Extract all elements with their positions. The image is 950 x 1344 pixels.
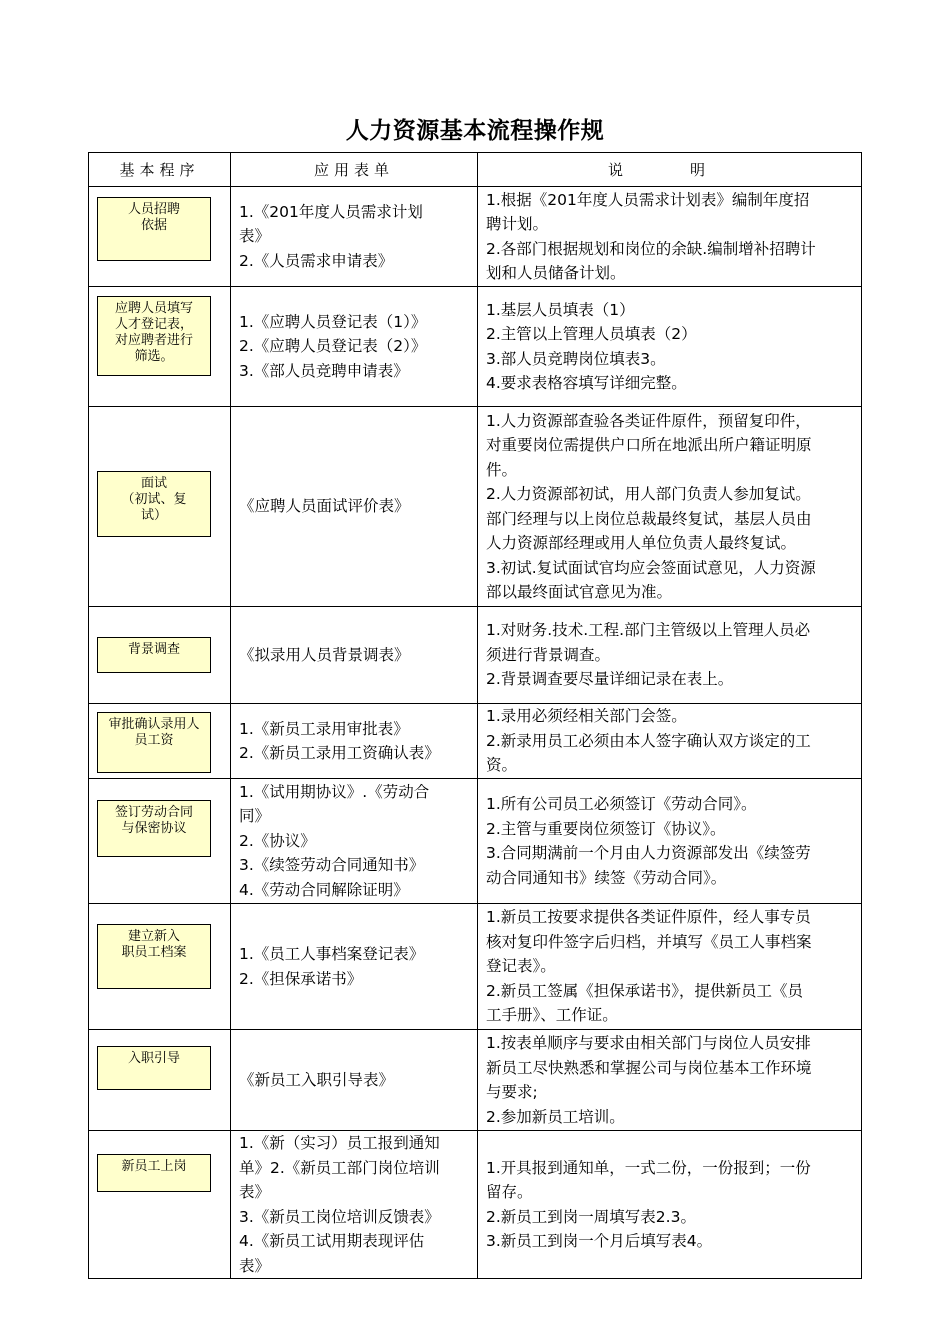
forms-cell [231,904,478,1030]
description-line: 须进行背景调查。 [486,645,611,664]
description-line: 2.新员工到岗一周填写表2.3。 [486,1207,696,1226]
description-line: 部门经理与以上岗位总裁最终复试，基层人员由 [486,509,812,528]
step-cell [89,187,231,287]
description-line: 资。 [486,756,518,775]
description-cell [478,904,862,1030]
step-box: 人员招聘 依据 [97,197,211,261]
description-line: 2.新录用员工必须由本人签字确认双方谈定的工 [486,731,811,750]
step-box: 面试 （初试、复 试） [97,471,211,537]
step-cell [89,287,231,407]
form-line: 单》2.《新员工部门岗位培训 [239,1158,440,1177]
step-box: 建立新入 职员工档案 [97,924,211,989]
step-cell [89,1030,231,1131]
description-cell [478,1030,862,1131]
forms-cell [231,1030,478,1131]
table-row [89,287,862,407]
description-line: 留存。 [486,1183,533,1201]
description-cell [478,779,862,904]
form-line: 2.《人员需求申请表》 [239,251,394,270]
forms-cell [231,704,478,779]
header-basic-procedure: 基本程序 [89,153,231,187]
description-cell [478,407,862,607]
description-line: 人力资源部经理或用人单位负责人最终复试。 [486,534,797,552]
forms-cell [231,287,478,407]
description-cell [478,287,862,407]
table-row [89,904,862,1030]
form-line: 《应聘人员面试评价表》 [239,497,410,516]
description-line: 2.各部门根据规划和岗位的余缺.编制增补招聘计 [486,239,816,258]
form-line: 3.《新员工岗位培训反馈表》 [239,1207,440,1226]
process-table [88,152,862,1279]
page-title: 人力资源基本流程操作规 [345,118,605,144]
description-line: 1.对财务.技术.工程.部门主管级以上管理人员必 [486,621,811,640]
form-line: 4.《劳动合同解除证明》 [239,880,409,899]
form-line: 表》 [239,1256,271,1275]
description-line: 登记表》。 [486,957,556,976]
description-line: 2.新员工签属《担保承诺书》，提供新员工《员 [486,981,804,1000]
description-line: 与要求; [486,1083,538,1101]
description-line: 件。 [486,460,518,479]
form-line: 《拟录用人员背景调表》 [239,645,410,664]
form-line: 1.《201年度人员需求计划 [239,202,423,221]
header-forms: 应用表单 [231,153,478,187]
description-line: 1.按表单顺序与要求由相关部门与岗位人员安排 [486,1034,811,1052]
step-cell [89,704,231,779]
description-line: 3.新员工到岗一个月后填写表4。 [486,1232,713,1250]
form-line: 2.《应聘人员登记表（2）》 [239,337,427,356]
step-box: 背景调查 [97,637,211,673]
table-header-row [89,153,862,187]
form-line: 《新员工入职引导表》 [239,1070,395,1089]
step-cell [89,1131,231,1279]
form-line: 2.《担保承诺书》 [239,969,363,988]
description-line: 新员工尽快熟悉和掌握公司与岗位基本工作环境 [486,1058,812,1077]
form-line: 表》 [239,1183,271,1201]
form-line: 同》 [239,807,271,826]
form-line: 1.《新（实习）员工报到通知 [239,1134,440,1152]
description-cell [478,607,862,704]
description-line: 动合同通知书》续签《劳动合同》。 [486,868,727,887]
step-cell [89,607,231,704]
header-description: 说 明 [478,153,862,187]
description-line: 1.开具报到通知单，一式二份，一份报到；一份 [486,1158,811,1177]
form-line: 1.《员工人事档案登记表》 [239,945,425,963]
description-line: 划和人员储备计划。 [486,264,626,282]
description-line: 4.要求表格容填写详细完整。 [486,374,687,392]
form-line: 4.《新员工试用期表现评估 [239,1232,425,1250]
description-line: 部以最终面试官意见为准。 [486,583,673,601]
forms-cell [231,187,478,287]
table-row [89,779,862,904]
description-line: 1.新员工按要求提供各类证件原件，经人事专员 [486,908,811,927]
description-line: 3.部人员竞聘岗位填表3。 [486,349,666,368]
description-line: 聘计划。 [486,215,549,233]
description-cell [478,187,862,287]
step-cell [89,779,231,904]
description-line: 2.主管以上管理人员填表（2） [486,325,697,343]
step-box: 入职引导 [97,1046,211,1090]
form-line: 2.《新员工录用工资确认表》 [239,744,440,762]
description-line: 1.基层人员填表（1） [486,300,635,319]
forms-cell [231,779,478,904]
step-box: 签订劳动合同 与保密协议 [97,800,211,857]
table-row [89,1030,862,1131]
table-row [89,704,862,779]
description-line: 1.人力资源部查验各类证件原件，预留复印件， [486,411,811,430]
description-line: 2.人力资源部初试，用人部门负责人参加复试。 [486,485,811,503]
description-line: 1.所有公司员工必须签订《劳动合同》。 [486,795,757,813]
description-line: 核对复印件签字后归档，并填写《员工人事档案 [486,932,812,951]
description-line: 2.背景调查要尽量详细记录在表上。 [486,670,734,689]
step-cell [89,407,231,607]
form-line: 2.《协议》 [239,831,316,850]
form-line: 1.《试用期协议》.《劳动合 [239,782,430,801]
forms-cell [231,607,478,704]
description-line: 3.初试.复试面试官均应会签面试意见，人力资源 [486,558,816,577]
step-box: 审批确认录用人 员工资 [97,712,211,773]
description-line: 对重要岗位需提供户口所在地派出所户籍证明原 [486,436,812,454]
forms-cell [231,407,478,607]
description-line: 1.录用必须经相关部门会签。 [486,707,687,726]
description-line: 2.主管与重要岗位须签订《协议》。 [486,819,726,838]
table-row [89,1131,862,1279]
form-line: 3.《续签劳动合同通知书》 [239,856,425,875]
description-line: 工手册》、工作证。 [486,1006,618,1025]
form-line: 1.《应聘人员登记表（1）》 [239,312,427,331]
description-cell [478,1131,862,1279]
step-cell [89,904,231,1030]
description-line: 2.参加新员工培训。 [486,1107,625,1126]
form-line: 表》 [239,227,271,246]
form-line: 1.《新员工录用审批表》 [239,719,409,738]
step-box: 应聘人员填写 人才登记表， 对应聘者进行 筛选。 [97,296,211,376]
description-cell [478,704,862,779]
description-line: 1.根据《201年度人员需求计划表》编制年度招 [486,190,810,209]
description-line: 3.合同期满前一个月由人力资源部发出《续签劳 [486,844,811,862]
table-row [89,187,862,287]
step-box: 新员工上岗 [97,1154,211,1192]
table-row [89,607,862,704]
forms-cell [231,1131,478,1279]
form-line: 3.《部人员竞聘申请表》 [239,361,409,380]
table-row [89,407,862,607]
